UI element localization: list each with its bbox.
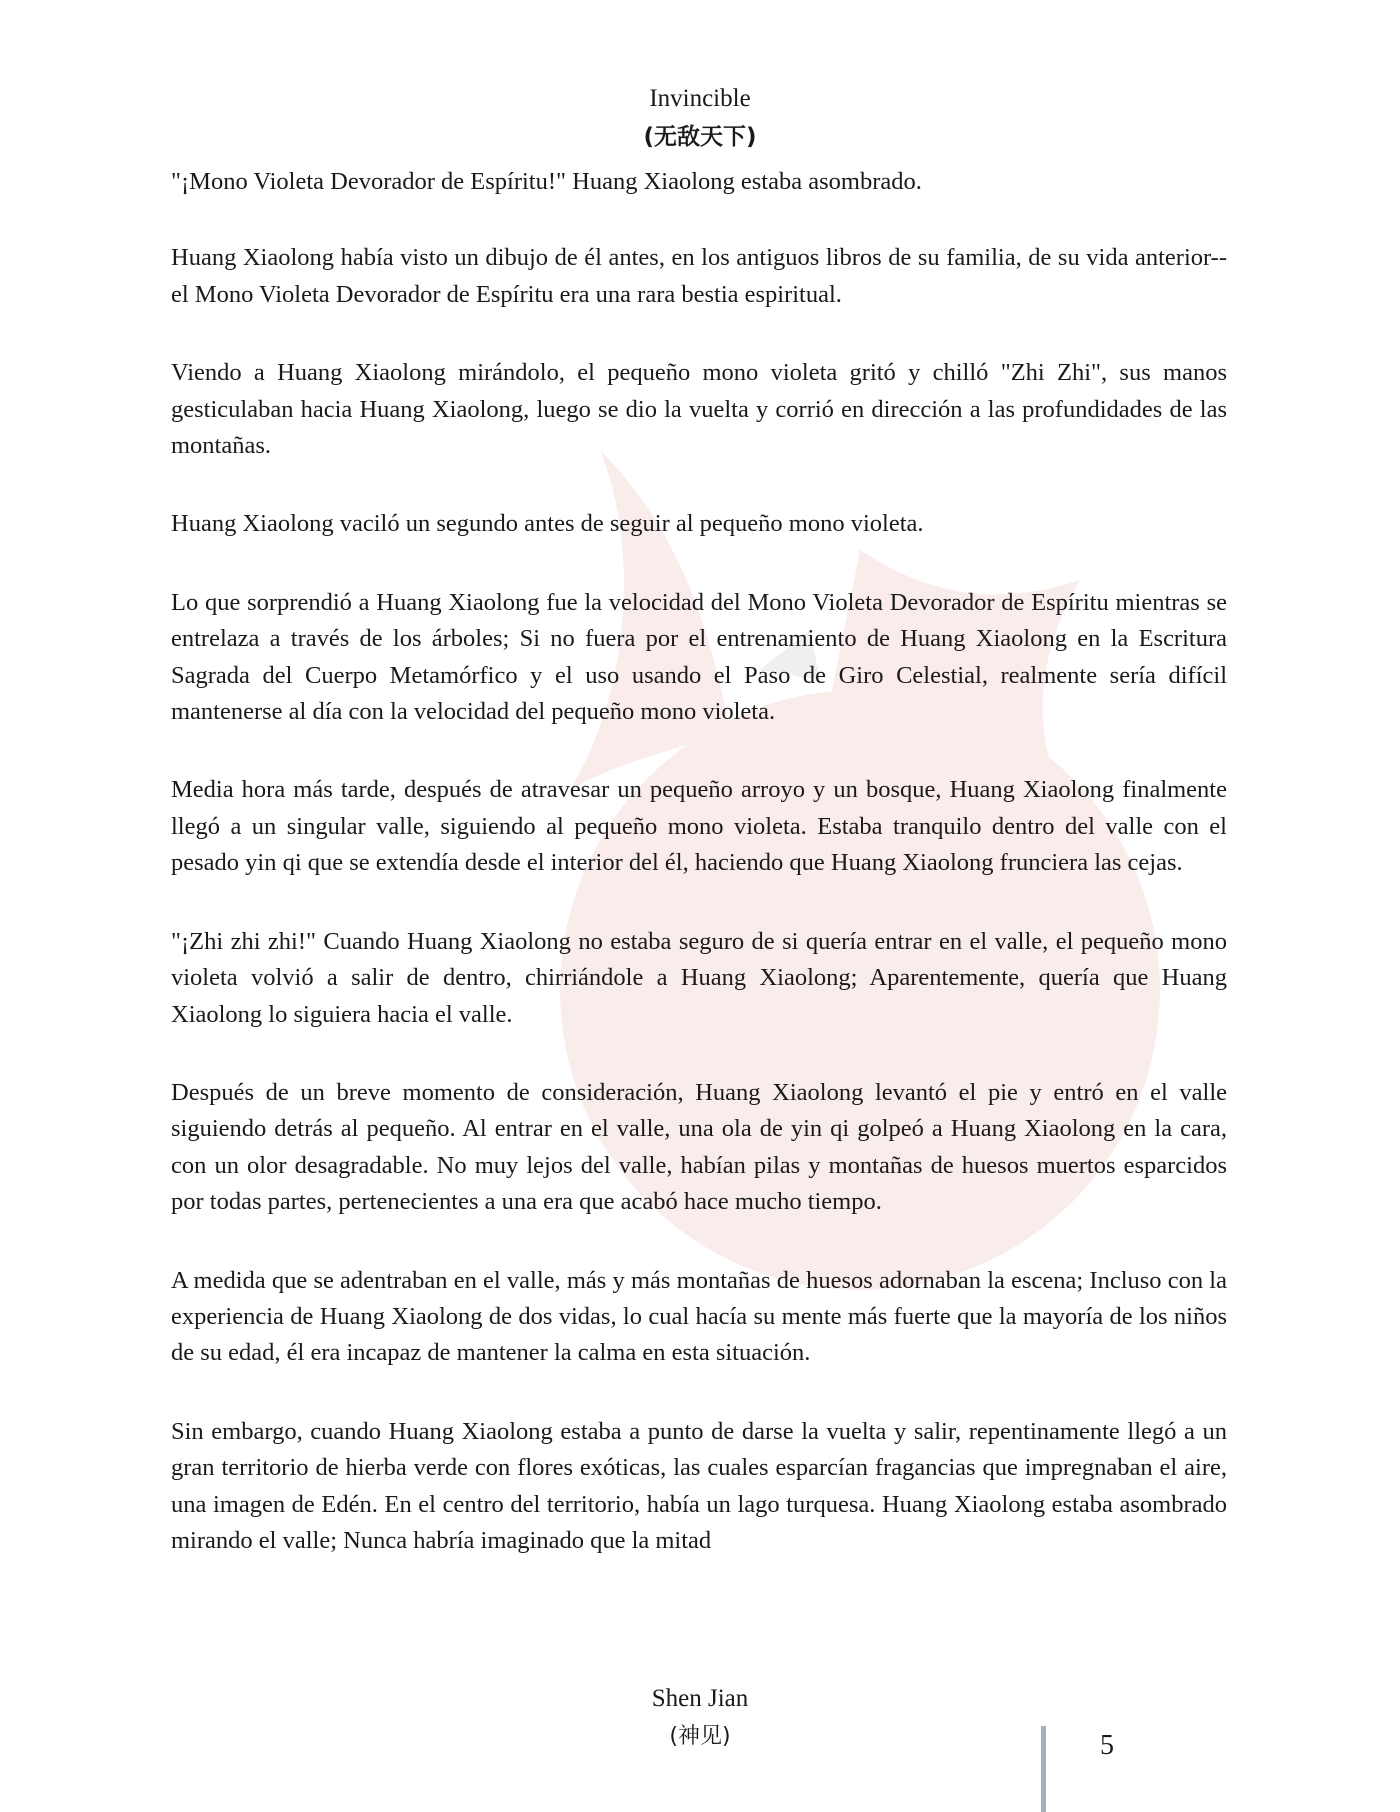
author-name: Shen Jian bbox=[651, 1685, 749, 1712]
book-title: Invincible bbox=[649, 85, 751, 112]
page-header bbox=[0, 80, 1400, 156]
page-number-divider bbox=[1041, 1726, 1046, 1812]
paragraph: Huang Xiaolong vaciló un segundo antes de seguir al pequeño mono violeta. bbox=[171, 510, 924, 538]
chapter-body bbox=[171, 164, 1227, 1584]
paragraph: Sin embargo, cuando Huang Xiaolong estaba a punto de darse la vuelta y salir, repentinamente llegó a un gran territorio de hierba verde con flores exóticas, las cuales esparcían fragancias que impregnaban el aire, una imagen de Edén. En el centro del territorio, había un lago turquesa. Huang Xiaolong estaba asombrado mirando el valle; Nunca habría imaginado que la mitad bbox=[171, 1417, 1227, 1554]
paragraph: "¡Zhi zhi zhi!" Cuando Huang Xiaolong no estaba seguro de si quería entrar en el valle, el pequeño mono violeta volvió a salir de dentro, chirriándole a Huang Xiaolong; Aparentemente, quería que Huang Xiaolong lo siguiera hacia el valle. bbox=[171, 927, 1227, 1028]
page-number: 5 bbox=[1100, 1730, 1114, 1761]
author-name-chinese: (神见) bbox=[669, 1724, 731, 1749]
paragraph: A medida que se adentraban en el valle, más y más montañas de huesos adornaban la escena; Incluso con la experiencia de Huang Xiaolong de dos vidas, lo cual hacía su mente más fuerte que la mayoría de los niños de su edad, él era incapaz de mantener la calma en esta situación. bbox=[171, 1266, 1227, 1367]
paragraph: Huang Xiaolong había visto un dibujo de él antes, en los antiguos libros de su familia, de su vida anterior-- el Mono Violeta Devorador de Espíritu era una rara bestia espiritual. bbox=[171, 244, 1227, 308]
paragraph: Media hora más tarde, después de atravesar un pequeño arroyo y un bosque, Huang Xiaolong finalmente llegó a un singular valle, siguiendo al pequeño mono violeta. Estaba tranquilo dentro del valle con el pesado yin qi que se extendía desde el interior del él, haciendo que Huang Xiaolong frunciera las cejas. bbox=[171, 776, 1227, 877]
page-footer bbox=[0, 1680, 1400, 1756]
paragraph: Lo que sorprendió a Huang Xiaolong fue la velocidad del Mono Violeta Devorador de Espíritu mientras se entrelaza a través de los árboles; Si no fuera por el entrenamiento de Huang Xiaolong en la Escritura Sagrada del Cuerpo Metamórfico y el uso usando el Paso de Giro Celestial, realmente sería difícil mantenerse al día con la velocidad del pequeño mono violeta. bbox=[171, 588, 1227, 726]
paragraph: Después de un breve momento de consideración, Huang Xiaolong levantó el pie y entró en el valle siguiendo detrás al pequeño. Al entrar en el valle, una ola de yin qi golpeó a Huang Xiaolong en la cara, con un olor desagradable. No muy lejos del valle, habían pilas y montañas de huesos muertos esparcidos por todas partes, pertenecientes a una era que acabó hace mucho tiempo. bbox=[171, 1078, 1227, 1216]
paragraph: Viendo a Huang Xiaolong mirándolo, el pequeño mono violeta gritó y chilló "Zhi Zhi", sus manos gesticulaban hacia Huang Xiaolong, luego se dio la vuelta y corrió en dirección a las profundidades de las montañas. bbox=[171, 359, 1227, 460]
book-title-chinese: (无敌天下) bbox=[643, 124, 757, 150]
paragraph: "¡Mono Violeta Devorador de Espíritu!" Huang Xiaolong estaba asombrado. bbox=[171, 168, 922, 195]
